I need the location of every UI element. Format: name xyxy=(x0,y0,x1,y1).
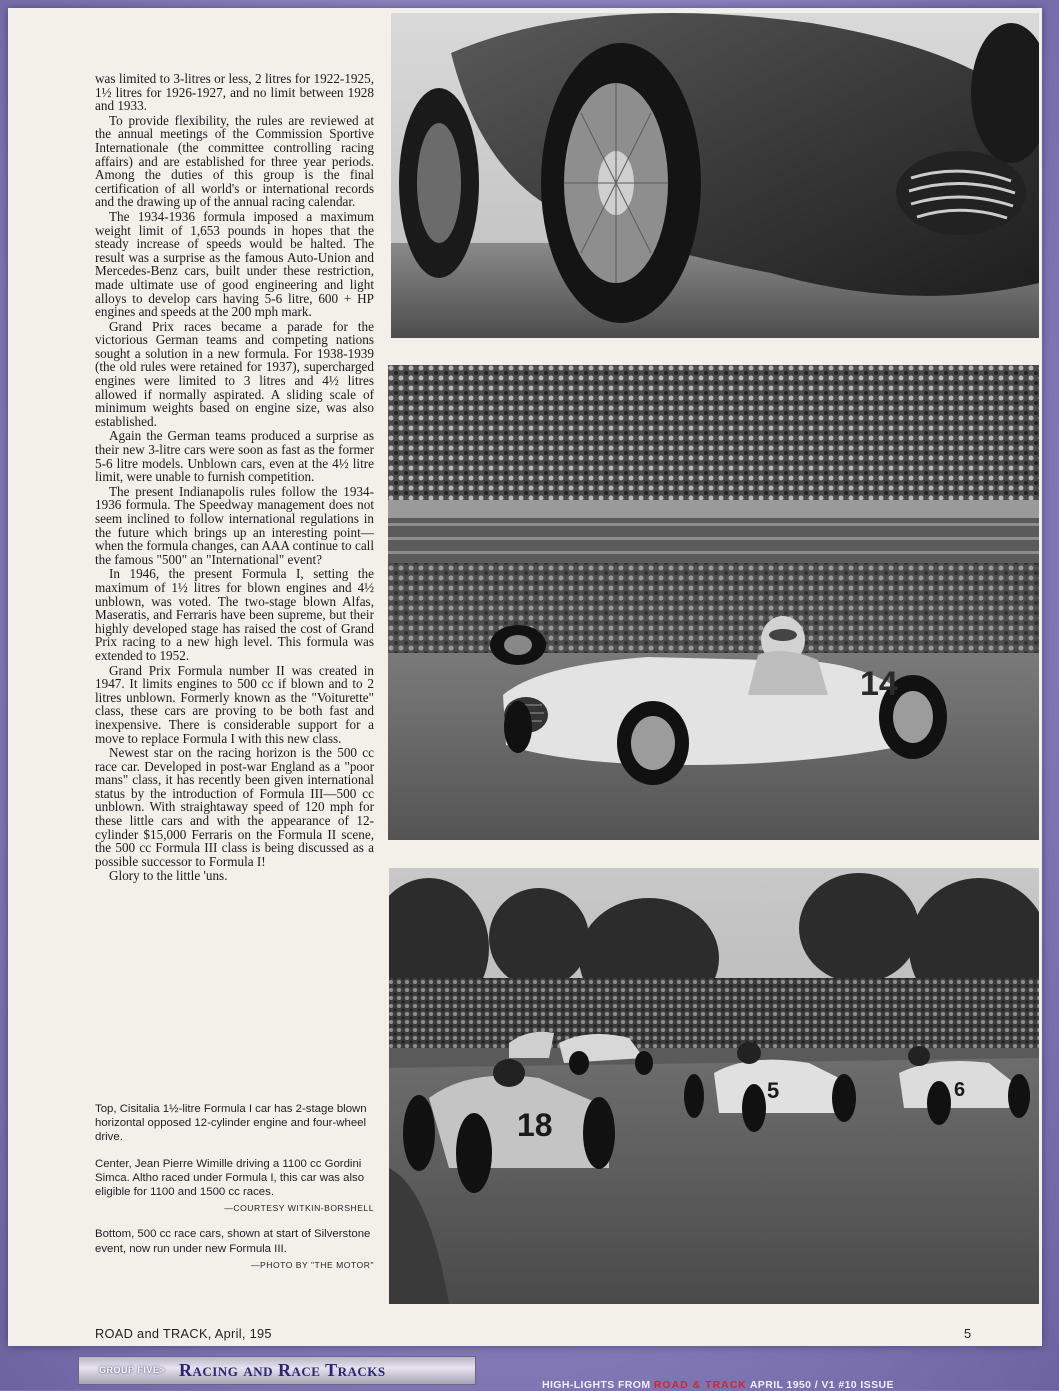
publication-line: ROAD and TRACK, April, 195 xyxy=(95,1326,272,1341)
issue-strip-brand: ROAD & TRACK xyxy=(653,1379,747,1391)
car-number-6: 6 xyxy=(954,1079,966,1101)
photo-bottom-silverstone xyxy=(389,868,1039,1304)
photo-captions xyxy=(95,1102,374,1284)
caption-bottom: Bottom, 500 cc race cars, shown at start of Silverstone event, now run under new Formula III. xyxy=(95,1228,371,1255)
page-number: 5 xyxy=(964,1326,972,1341)
caption-center-credit: —COURTESY WITKIN-BORSHELL xyxy=(224,1203,374,1214)
car-number-5: 5 xyxy=(767,1078,780,1103)
car-number-18: 18 xyxy=(517,1107,553,1143)
caption-bottom-credit: —PHOTO BY "THE MOTOR" xyxy=(250,1259,374,1270)
photo-top-cisitalia xyxy=(391,13,1039,338)
car-number-14: 14 xyxy=(860,665,898,703)
article-paragraph: Grand Prix Formula number II was created in 1947. It limits engines to 500 cc if blown and to 2 litres unblown. Formerly known as the "Voiturette" class, these cars are proving to be both fast and inexpensive. There is considerable support for a move to replace Formula I with this new class. xyxy=(95,662,374,746)
issue-strip xyxy=(542,1379,894,1391)
article-column xyxy=(95,72,374,884)
article-paragraph: Again the German teams produced a surprise as their new 3-litre cars were soon as fast as the former 5-6 litre models. Unblown cars, even at the 4½ litre limit, were unable to furnish competition. xyxy=(95,428,374,485)
article-paragraph: In 1946, the present Formula I, setting the maximum of 1½ litres for blown engines and 4½ unblown, was voted. The two-stage blown Alfas, Maseratis, and Ferraris have been supreme, but their highly developed stage has raised the cost of Grand Prix racing to a new high level. This formula was extended to 1952. xyxy=(95,566,374,663)
article-paragraph: The 1934-1936 formula imposed a maximum weight limit of 1,653 pounds in hopes that the steady increase of speeds would be halted. The result was a surprise as the famous Auto-Union and Mercedes-Benz cars, built under these restriction, made ultimate use of good engineering and light alloys to develop cars having 5-6 litre, 600 + HP engines and speeds at the 200 mph mark. xyxy=(95,208,374,320)
caption-top: Top, Cisitalia 1½-litre Formula I car has 2-stage blown horizontal opposed 12-cylinder engine and four-wheel drive. xyxy=(95,1103,367,1144)
article-paragraph: Grand Prix races became a parade for the victorious German teams and competing nations sought a solution in a new formula. For 1938-1939 (the old rules were retained for 1937), supercharged engines were limited to 3 litres and 4½ litres allowed if normally aspirated. A sliding scale of minimum weights based on engine size, was also established. xyxy=(95,318,374,429)
section-banner xyxy=(78,1356,476,1385)
article-paragraph: Glory to the little 'uns. xyxy=(109,868,228,884)
article-paragraph: To provide flexibility, the rules are reviewed at the annual meetings of the Commission Sportive Internationale (the committee controlling racing affairs) and are established for three year periods. Among the duties of this group is the final certification of all world's or international records and the drawing up of the annual racing calendar. xyxy=(95,112,374,210)
banner-group-label: GROUP FIVE> xyxy=(99,1365,166,1375)
caption-center: Center, Jean Pierre Wimille driving a 1100 cc Gordini Simca. Altho raced under Formula I, this car was also eligible for 1100 and 1500 cc races. xyxy=(95,1157,365,1199)
article-paragraph: Newest star on the racing horizon is the 500 cc race car. Developed in post-war England as a "poor mans" class, it has recently been given international status by the introduction of Formula III—500 cc unblown. With straightaway speed of 120 mph for these little cars and with the appearance of 12-cylinder $15,000 Ferraris on the Formula II scene, the 500 cc Formula III class is being discussed as a possible successor to Formula I! xyxy=(95,745,374,869)
banner-title: Racing and Race Tracks xyxy=(179,1360,386,1380)
magazine-page xyxy=(8,8,1042,1346)
issue-strip-prefix: HIGH-LIGHTS FROM xyxy=(542,1379,651,1391)
article-paragraph: was limited to 3-litres or less, 2 litres for 1922-1925, 1½ litres for 1926-1927, and no limit between 1928 and 1933. xyxy=(95,71,374,114)
photo-center-gordini xyxy=(388,365,1039,840)
issue-strip-suffix: APRIL 1950 / V1 #10 ISSUE xyxy=(749,1379,894,1391)
article-paragraph: The present Indianapolis rules follow the 1934-1936 formula. The Speedway management does not seem inclined to follow international regulations in the future which brings up an interesting point—when the formula changes, can AAA continue to call the famous "500" an "International" event? xyxy=(95,483,374,567)
